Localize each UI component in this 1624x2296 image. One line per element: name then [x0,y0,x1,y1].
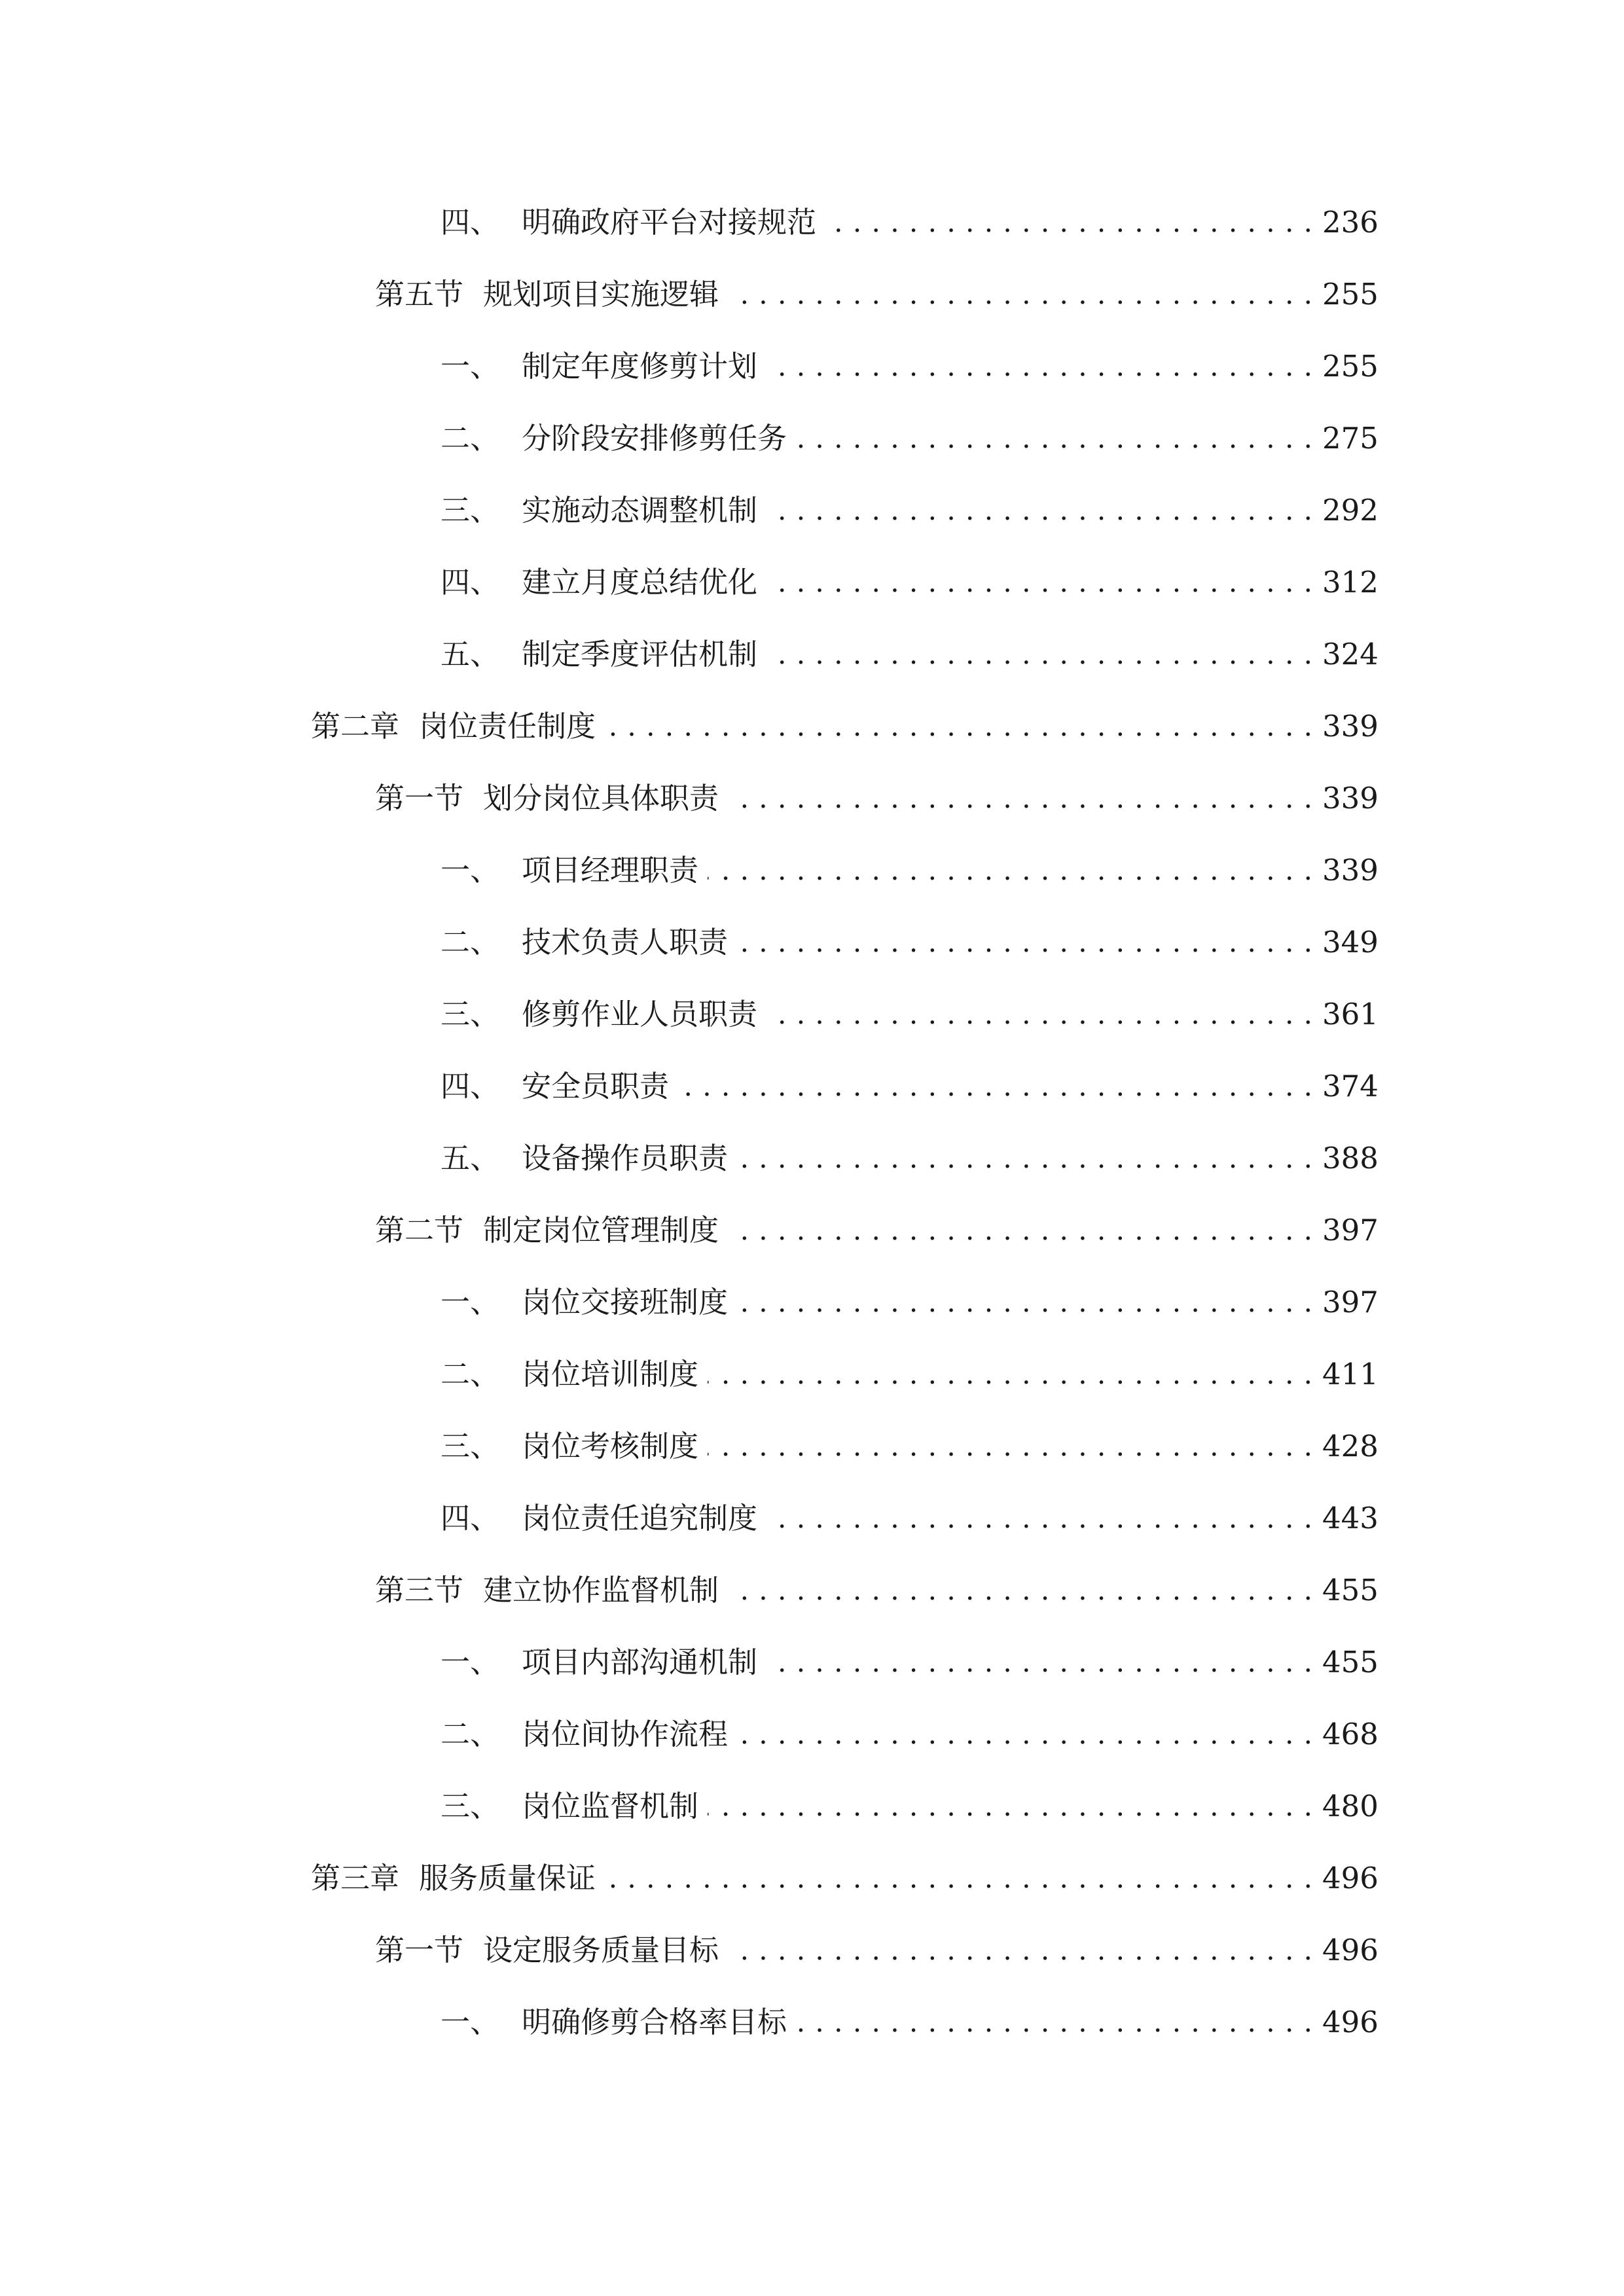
toc-entry-page: 292 [1322,493,1379,528]
toc-entry-title: 项目经理职责 [522,853,699,888]
toc-entry-number: 一、 [441,1645,500,1679]
toc-entry-page: 349 [1322,925,1379,960]
toc-entry-title: 服务质量保证 [419,1861,596,1895]
dot-leader [605,1852,1313,1905]
toc-entry[interactable] [441,340,1379,393]
toc-entry-number: 四、 [441,565,500,600]
toc-entry-title: 岗位责任追究制度 [522,1501,758,1535]
toc-entry-page: 468 [1322,1717,1379,1751]
dot-leader [728,1204,1313,1257]
toc-entry-title: 制定岗位管理制度 [483,1213,719,1247]
toc-entry[interactable] [441,1492,1379,1545]
dot-leader [708,844,1313,897]
toc-entry-number: 第五节 [375,277,464,312]
toc-entry[interactable] [441,1636,1379,1689]
dot-leader [825,196,1313,249]
toc-entry-number: 四、 [441,205,500,240]
toc-entry[interactable] [441,1996,1379,2049]
dot-leader [728,1924,1313,1977]
toc-entry-title: 技术负责人职责 [522,925,729,960]
dot-leader [796,412,1313,465]
toc-entry-page: 443 [1322,1501,1379,1535]
toc-entry-title: 安全员职责 [522,1069,670,1103]
toc-entry-page: 275 [1322,421,1379,456]
toc-entry-number: 二、 [441,1357,500,1391]
toc-entry[interactable] [441,484,1379,537]
toc-entry-title: 岗位培训制度 [522,1357,699,1391]
toc-entry-number: 二、 [441,421,500,456]
toc-chapter[interactable] [311,700,1379,753]
toc-entry-number: 三、 [441,997,500,1031]
toc-entry-page: 455 [1322,1645,1379,1679]
toc-entry[interactable] [441,1420,1379,1473]
toc-entry[interactable] [441,1348,1379,1401]
dot-leader [737,916,1313,969]
dot-leader [767,484,1313,537]
dot-leader [728,1564,1313,1617]
toc-entry[interactable] [441,916,1379,969]
toc-entry-number: 五、 [441,1141,500,1175]
toc-entry-page: 428 [1322,1429,1379,1463]
toc-entry-number: 第三节 [375,1573,464,1607]
dot-leader [767,628,1313,681]
toc-entry-page: 339 [1322,853,1379,888]
toc-entry[interactable] [375,1204,1379,1257]
dot-leader [678,1060,1313,1113]
toc-entry-number: 五、 [441,637,500,672]
toc-entry-title: 建立月度总结优化 [522,565,758,600]
toc-entry-title: 规划项目实施逻辑 [483,277,719,312]
dot-leader [796,1996,1313,2049]
toc-entry-number: 第一节 [375,1933,464,1967]
toc-entry-title: 实施动态调整机制 [522,493,758,528]
toc-entry-number: 二、 [441,1717,500,1751]
toc-entry-page: 374 [1322,1069,1379,1103]
toc-entry-title: 明确修剪合格率目标 [522,2005,787,2039]
toc-entry-title: 修剪作业人员职责 [522,997,758,1031]
toc-entry-page: 397 [1322,1285,1379,1319]
toc-entry-title: 岗位监督机制 [522,1789,699,1823]
dot-leader [737,1276,1313,1329]
dot-leader [737,1708,1313,1761]
toc-chapter[interactable] [311,1852,1379,1905]
toc-entry-page: 361 [1322,997,1379,1031]
toc-entry-page: 496 [1322,1861,1379,1895]
toc-entry-number: 一、 [441,2005,500,2039]
toc-entry[interactable] [375,772,1379,825]
toc-entry[interactable] [375,1924,1379,1977]
toc-entry-number: 三、 [441,1429,500,1463]
dot-leader [708,1348,1313,1401]
dot-leader [708,1780,1313,1833]
toc-entry-number: 四、 [441,1069,500,1103]
toc-entry-page: 324 [1322,637,1379,672]
toc-entry-number: 第三章 [311,1861,400,1895]
toc-entry[interactable] [441,1132,1379,1185]
toc-entry-page: 480 [1322,1789,1379,1823]
dot-leader [767,1636,1313,1689]
toc-entry-title: 建立协作监督机制 [483,1573,719,1607]
toc-entry-number: 三、 [441,1789,500,1823]
dot-leader [605,700,1313,753]
toc-entry-title: 制定季度评估机制 [522,637,758,672]
toc-entry-number: 第二节 [375,1213,464,1247]
toc-entry-title: 岗位交接班制度 [522,1285,729,1319]
toc-entry-number: 一、 [441,1285,500,1319]
toc-entry-title: 制定年度修剪计划 [522,349,758,384]
dot-leader [767,988,1313,1041]
toc-entry-number: 二、 [441,925,500,960]
dot-leader [767,1492,1313,1545]
toc-entry-number: 三、 [441,493,500,528]
toc-entry[interactable] [375,268,1379,321]
toc-entry-number: 四、 [441,1501,500,1535]
toc-entry[interactable] [441,412,1379,465]
toc-entry-number: 第一节 [375,781,464,816]
dot-leader [728,268,1313,321]
toc-entry[interactable] [441,1780,1379,1833]
toc-entry-page: 255 [1322,349,1379,384]
toc-entry[interactable] [441,988,1379,1041]
toc-entry-title: 划分岗位具体职责 [483,781,719,816]
dot-leader [767,340,1313,393]
dot-leader [737,1132,1313,1185]
toc-entry-page: 455 [1322,1573,1379,1607]
toc-entry-title: 分阶段安排修剪任务 [522,421,787,456]
toc-entry[interactable] [441,556,1379,609]
dot-leader [767,556,1313,609]
toc-entry-title: 设定服务质量目标 [483,1933,719,1967]
dot-leader [728,772,1313,825]
toc-entry-page: 397 [1322,1213,1379,1247]
toc-entry-page: 255 [1322,277,1379,312]
toc-entry[interactable] [441,1276,1379,1329]
toc-entry-page: 411 [1322,1357,1379,1391]
toc-entry[interactable] [441,1708,1379,1761]
toc-entry-page: 339 [1322,709,1379,744]
toc-entry[interactable] [441,628,1379,681]
toc-entry-page: 312 [1322,565,1379,600]
toc-entry-number: 一、 [441,853,500,888]
toc-entry[interactable] [375,1564,1379,1617]
toc-entry-page: 236 [1322,205,1379,240]
toc-entry-page: 496 [1322,1933,1379,1967]
toc-entry[interactable] [441,1060,1379,1113]
toc-entry-title: 岗位责任制度 [419,709,596,744]
toc-entry-title: 明确政府平台对接规范 [522,205,817,240]
dot-leader [708,1420,1313,1473]
toc-entry-title: 岗位间协作流程 [522,1717,729,1751]
toc-entry-number: 一、 [441,349,500,384]
toc-entry-title: 岗位考核制度 [522,1429,699,1463]
toc-entry-page: 339 [1322,781,1379,816]
toc-entry-page: 496 [1322,2005,1379,2039]
toc-entry-title: 项目内部沟通机制 [522,1645,758,1679]
toc-entry-number: 第二章 [311,709,400,744]
toc-entry-page: 388 [1322,1141,1379,1175]
toc-entry-title: 设备操作员职责 [522,1141,729,1175]
toc-entry[interactable] [441,844,1379,897]
toc-entry[interactable] [441,196,1379,249]
